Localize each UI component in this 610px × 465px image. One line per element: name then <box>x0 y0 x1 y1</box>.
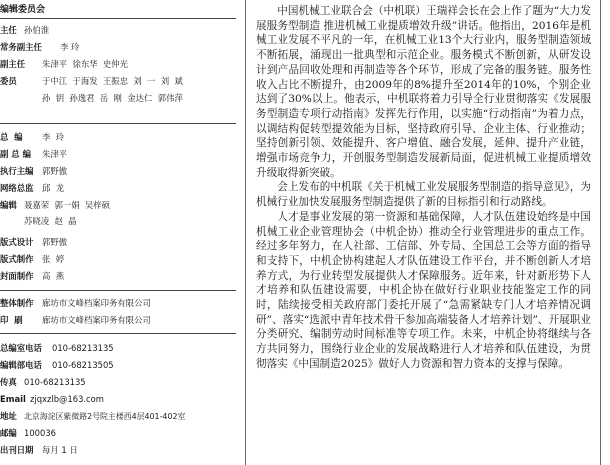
contact-row: 出刊日期 每月 1 日 <box>0 445 78 455</box>
printing-row: 整体制作 廊坊市文峰档案印务有限公司 <box>0 298 151 308</box>
editors-row: 编辑 聂嘉荣 郭一娟 吴梓硕 <box>0 200 111 210</box>
committee-row: 主任 孙伯淮 <box>0 25 50 35</box>
divider <box>0 290 236 291</box>
divider <box>0 123 236 124</box>
design-row: 封面制作 高 燕 <box>0 271 65 281</box>
editorial-committee-section <box>0 3 237 17</box>
staff-section <box>0 130 237 283</box>
staff-row: 总 编 李 玲 <box>0 132 65 142</box>
committee-title: 编辑委员会 <box>0 5 46 15</box>
printing-row: 印 刷 廊坊市文峰档案印务有限公司 <box>0 315 151 325</box>
committee-members-cont: 孙 钥 孙逸君 岳 刚 金达仁 郭伟萍 <box>42 93 183 103</box>
committee-row: 副主任 朱津平 徐东华 史仲光 <box>0 59 129 69</box>
committee-rows <box>0 23 237 105</box>
staff-row: 网络总监 邱 龙 <box>0 183 65 193</box>
article-column <box>245 0 601 465</box>
article-paragraph: 会上发布的中机联《关于机械工业发展服务型制造的指导意见》，为机械行业加快发展服务型制造提供了新的目标指引和行动路线。 <box>256 181 591 209</box>
article-paragraph: 人才是事业发展的第一资源和基础保障，人才队伍建设始终是中国机械工业企业管理协会（中机企协）推动全行业管理进步的重点工作。经过多年努力，在人社部、工信部、外专局、全国总工会等方面的指导和支持下，中机企协构建起人才队伍建设工作平台，并不断创新人才培养方式，为行业转型发展提供人才保障服务。近年来，针对新形势下人才培养和队伍建设需要，中机企协在做好行业职业技能鉴定工作的同时，陆续接受相关政府部门委托开展了“急需紧缺专门人才培养情况调研”、落实“选派中青年技术骨干参加高端装备人才培养计划”、开展职业分类研究、编制劳动时间标准等专项工作。未来，中机企协将继续与各方共同努力，围绕行业企业的发展战略进行人才培养和队伍建设，为贯彻落实《中国制造2025》做好人力资源和智力资本的支撑与保障。 <box>256 210 591 370</box>
design-row: 版式制作 张 婷 <box>0 254 65 264</box>
committee-row: 常务副主任 李 玲 <box>0 42 80 52</box>
contact-row: Email zjqxzlb@163.com <box>0 394 104 404</box>
contact-row: 地址 北京海淀区紫微路2号院主楼西4层401-402室 <box>0 411 186 421</box>
contact-row: 编辑部电话 010-68213505 <box>0 360 114 370</box>
divider <box>0 333 236 334</box>
staff-row: 副 总 编 朱津平 <box>0 149 68 159</box>
printing-section <box>0 296 237 327</box>
article-paragraph: 中国机械工业联合会（中机联）王瑞祥会长在会上作了题为“大力发展服务型制造 推进机械工业提质增效升级”讲话。他指出，2016年是机械工业发展不平凡的一年，在机械工业13个大行业内，服务型制造领域不断拓展，涌现出一批典型和示范企业。服务模式不断创新，从研发设计到产品回收处理和再制造等各个环节，形成了完备的服务链。服务性收入占比不断提升，由2009年的8%提升至2014年的10%，个别企业达到了30%以上。他表示，中机联将着力引导全行业贯彻落实《发展服务型制造专项行动指南》发挥先行作用，以实施“行动指南”为着力点，以调结构促转型提效能为目标，坚持政府引导、企业主体、行业推动；坚持创新引领、效能提升、客户增值、融合发展，延伸、提升产业链，增强市场竞争力，开创服务型制造发展新局面，促进机械工业提质增效升级取得新突破。 <box>256 5 591 179</box>
editors-row-cont: 苏晓凌 赵 晶 <box>24 216 77 226</box>
masthead-column <box>0 0 237 465</box>
contact-row: 邮编 100036 <box>0 428 56 438</box>
divider <box>0 18 236 19</box>
committee-members: 委员 于中江 于海发 王振忠 刘 一 刘 斌 <box>0 76 183 86</box>
article-body <box>256 4 591 372</box>
contact-row: 传真 010-68213135 <box>0 377 86 387</box>
contact-section <box>0 341 237 457</box>
contact-row: 总编室电话 010-68213135 <box>0 343 114 353</box>
staff-row: 执行主编 郭野傲 <box>0 166 68 176</box>
design-row: 版式设计 郭野傲 <box>0 237 68 247</box>
